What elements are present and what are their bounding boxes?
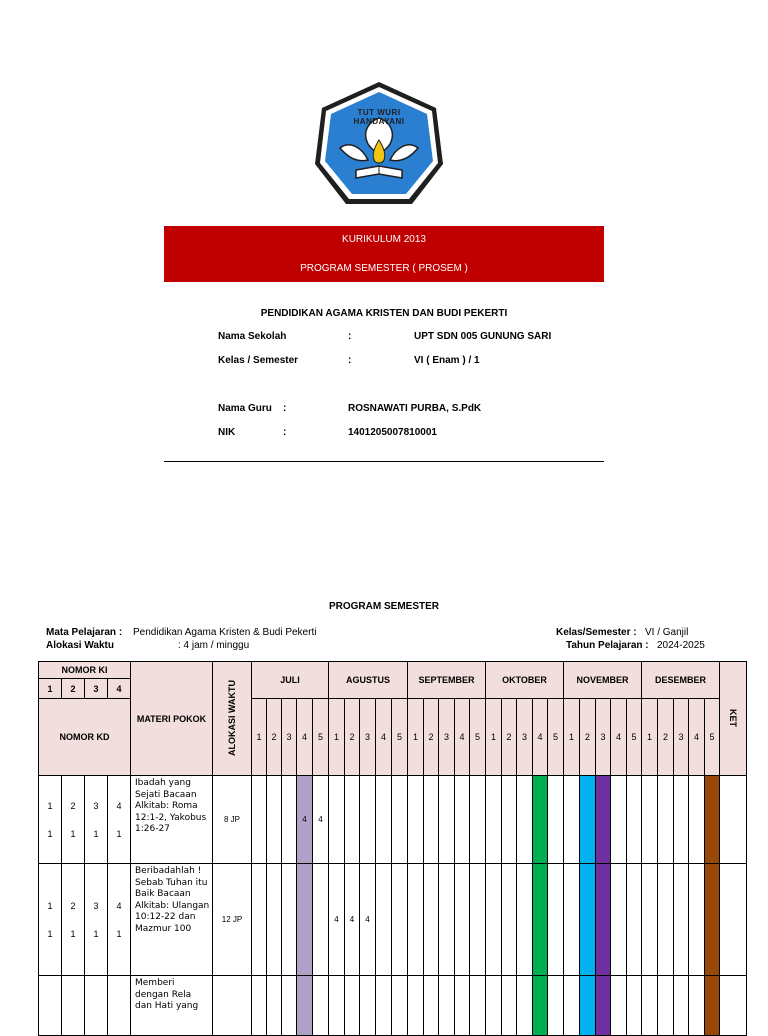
prosem-table: [38, 661, 747, 1036]
week-cell: [345, 976, 360, 1036]
school-sep: :: [348, 331, 352, 342]
ki-value: 2: [70, 800, 76, 811]
curriculum-banner: [164, 226, 604, 282]
week-cell: [705, 976, 720, 1036]
week-header: 4: [533, 699, 548, 776]
alokasi-label: Alokasi Waktu: [46, 640, 114, 651]
mapel-value: Pendidikan Agama Kristen & Budi Pekerti: [133, 627, 317, 638]
week-cell: [486, 864, 502, 976]
alokasi-value: : 4 jam / minggu: [178, 640, 250, 651]
nik-label: NIK: [218, 427, 236, 438]
week-cell: [517, 776, 533, 864]
ki-kd-cell: [39, 864, 62, 976]
tut-wuri-handayani-emblem-icon: [310, 78, 448, 214]
week-cell: [282, 864, 297, 976]
week-cell: [329, 976, 345, 1036]
week-cell: [658, 864, 674, 976]
ki-kd-cell: [85, 776, 108, 864]
week-cell: [470, 776, 486, 864]
week-cell: [642, 976, 658, 1036]
school-value: UPT SDN 005 GUNUNG SARI: [414, 331, 552, 342]
week-header: 4: [611, 699, 627, 776]
week-header: 2: [658, 699, 674, 776]
alokasi-cell: 8 JP: [213, 776, 252, 864]
week-header: 2: [424, 699, 439, 776]
kelas-value: VI / Ganjil: [645, 627, 689, 638]
week-header: 1: [329, 699, 345, 776]
week-cell: [408, 864, 424, 976]
ki-kd-cell: [108, 864, 131, 976]
week-header: 2: [267, 699, 282, 776]
week-cell: 4: [345, 864, 360, 976]
ki-kd-cell: [39, 776, 62, 864]
week-cell: [252, 864, 267, 976]
week-cell: [548, 976, 564, 1036]
alokasi-cell: [213, 976, 252, 1036]
alokasi-header-text: ALOKASI WAKTU: [227, 679, 237, 756]
week-cell: [517, 864, 533, 976]
week-cell: [689, 976, 705, 1036]
ki-kd-cell: [62, 976, 85, 1036]
ki-num-3: 3: [85, 679, 108, 699]
week-cell: 4: [329, 864, 345, 976]
nomor-ki-header: NOMOR KI: [39, 662, 131, 679]
week-cell: 4: [360, 864, 376, 976]
tut-wuri-handayani-logo: [310, 78, 448, 214]
ket-cell: [720, 976, 747, 1036]
week-header: 4: [297, 699, 313, 776]
week-header: 2: [580, 699, 596, 776]
materi-header: MATERI POKOK: [131, 662, 213, 776]
kd-value: 1: [47, 928, 53, 939]
week-cell: [470, 976, 486, 1036]
week-cell: [642, 776, 658, 864]
week-cell: [580, 976, 596, 1036]
teacher-value: ROSNAWATI PURBA, S.PdK: [348, 403, 482, 414]
class-label: Kelas / Semester: [218, 355, 299, 366]
week-cell: [392, 976, 408, 1036]
alokasi-header: [213, 662, 252, 776]
month-november: NOVEMBER: [564, 662, 642, 699]
ki-kd-cell: [108, 976, 131, 1036]
month-oktober: OKTOBER: [486, 662, 564, 699]
week-header: 3: [360, 699, 376, 776]
week-header: 3: [674, 699, 689, 776]
week-header: 5: [470, 699, 486, 776]
week-header: 1: [564, 699, 580, 776]
week-cell: [297, 864, 313, 976]
week-cell: [596, 776, 611, 864]
week-cell: [564, 976, 580, 1036]
ki-kd-cell: [85, 976, 108, 1036]
week-header: 5: [548, 699, 564, 776]
week-cell: [658, 976, 674, 1036]
tahun-label: Tahun Pelajaran :: [566, 640, 649, 651]
week-cell: [408, 976, 424, 1036]
week-header: 4: [376, 699, 392, 776]
table-row: [39, 976, 747, 1036]
week-cell: [408, 776, 424, 864]
week-cell: [502, 776, 517, 864]
week-cell: [392, 776, 408, 864]
kd-value: 1: [93, 828, 99, 839]
week-header: 5: [313, 699, 329, 776]
week-header: 2: [502, 699, 517, 776]
week-cell: [345, 776, 360, 864]
kelas-label: Kelas/Semester :: [556, 627, 637, 638]
week-cell: [376, 776, 392, 864]
week-cell: [580, 864, 596, 976]
week-cell: [548, 864, 564, 976]
month-september: SEPTEMBER: [408, 662, 486, 699]
week-header: 1: [408, 699, 424, 776]
ket-cell: [720, 776, 747, 864]
ki-kd-cell: [85, 864, 108, 976]
ket-header-text: KET: [728, 708, 738, 727]
week-cell: [455, 776, 470, 864]
ki-value: 1: [47, 800, 53, 811]
week-cell: [564, 864, 580, 976]
week-cell: [596, 864, 611, 976]
week-header: 5: [392, 699, 408, 776]
week-header: 1: [642, 699, 658, 776]
week-header: 1: [252, 699, 267, 776]
materi-cell: Beribadahlah ! Sebab Tuhan itu Baik Bacaan Alkitab: Ulangan 10:12-22 dan Mazmur 100: [131, 864, 213, 976]
month-juli: JULI: [252, 662, 329, 699]
week-cell: [502, 976, 517, 1036]
materi-cell: Memberi dengan Rela dan Hati yang: [131, 976, 213, 1036]
ki-value: 4: [116, 900, 122, 911]
week-cell: [376, 976, 392, 1036]
week-cell: [674, 864, 689, 976]
week-cell: [502, 864, 517, 976]
week-cell: [533, 776, 548, 864]
week-cell: [533, 976, 548, 1036]
week-cell: [424, 776, 439, 864]
week-header: 5: [627, 699, 642, 776]
nik-value: 1401205007810001: [348, 427, 437, 438]
prosem-title: PROGRAM SEMESTER: [328, 601, 439, 612]
week-header: 4: [455, 699, 470, 776]
week-cell: 4: [297, 776, 313, 864]
ki-num-2: 2: [62, 679, 85, 699]
week-cell: [455, 864, 470, 976]
kd-value: 1: [70, 828, 76, 839]
week-header: 5: [705, 699, 720, 776]
week-cell: [313, 864, 329, 976]
week-cell: [548, 776, 564, 864]
week-cell: [611, 776, 627, 864]
week-header: 3: [282, 699, 297, 776]
table-row: [39, 864, 747, 976]
divider: [164, 461, 604, 462]
week-cell: [392, 864, 408, 976]
week-cell: [611, 864, 627, 976]
week-header: 1: [486, 699, 502, 776]
week-cell: [252, 976, 267, 1036]
week-cell: [517, 976, 533, 1036]
week-cell: [376, 864, 392, 976]
week-cell: [297, 976, 313, 1036]
ki-kd-cell: [108, 776, 131, 864]
week-cell: [674, 976, 689, 1036]
mapel-label: Mata Pelajaran :: [46, 627, 123, 638]
week-header: 2: [345, 699, 360, 776]
week-cell: [486, 776, 502, 864]
header-row-1: [39, 662, 747, 679]
ket-cell: [720, 864, 747, 976]
kd-value: 1: [116, 828, 122, 839]
kd-value: 1: [93, 928, 99, 939]
banner-line-2: PROGRAM SEMESTER ( PROSEM ): [300, 263, 468, 274]
week-cell: [360, 776, 376, 864]
week-cell: [313, 976, 329, 1036]
week-cell: [329, 776, 345, 864]
week-cell: [424, 864, 439, 976]
week-header: 3: [517, 699, 533, 776]
week-cell: [658, 776, 674, 864]
week-cell: [627, 864, 642, 976]
week-cell: [267, 864, 282, 976]
ki-num-1: 1: [39, 679, 62, 699]
week-cell: [360, 976, 376, 1036]
week-cell: [611, 976, 627, 1036]
ki-value: 3: [93, 800, 99, 811]
ki-value: 1: [47, 900, 53, 911]
teacher-sep: :: [283, 403, 287, 414]
week-cell: [252, 776, 267, 864]
ket-header: [720, 662, 747, 776]
week-cell: [705, 776, 720, 864]
teacher-label: Nama Guru: [218, 403, 272, 414]
ki-kd-cell: [62, 864, 85, 976]
alokasi-cell: 12 JP: [213, 864, 252, 976]
ki-num-4: 4: [108, 679, 131, 699]
week-cell: [627, 976, 642, 1036]
nik-sep: :: [283, 427, 287, 438]
subject-title: PENDIDIKAN AGAMA KRISTEN DAN BUDI PEKERTI: [260, 308, 508, 319]
week-cell: [439, 776, 455, 864]
week-header: 3: [596, 699, 611, 776]
banner-line-1: KURIKULUM 2013: [342, 234, 426, 245]
week-cell: [424, 976, 439, 1036]
week-cell: [282, 976, 297, 1036]
week-cell: [486, 976, 502, 1036]
ki-kd-cell: [62, 776, 85, 864]
class-value: VI ( Enam ) / 1: [414, 355, 480, 366]
week-cell: [267, 776, 282, 864]
week-cell: [439, 864, 455, 976]
week-cell: [470, 864, 486, 976]
week-cell: [267, 976, 282, 1036]
ki-value: 3: [93, 900, 99, 911]
week-cell: [674, 776, 689, 864]
week-cell: [564, 776, 580, 864]
month-desember: DESEMBER: [642, 662, 720, 699]
nomor-kd-header: NOMOR KD: [39, 699, 131, 776]
materi-cell: Ibadah yang Sejati Bacaan Alkitab: Roma 12:1-2, Yakobus 1:26-27: [131, 776, 213, 864]
week-cell: [282, 776, 297, 864]
week-cell: [439, 976, 455, 1036]
week-header: 3: [439, 699, 455, 776]
week-cell: [689, 776, 705, 864]
class-sep: :: [348, 355, 352, 366]
week-cell: [689, 864, 705, 976]
week-cell: [705, 864, 720, 976]
week-cell: [642, 864, 658, 976]
kd-value: 1: [47, 828, 53, 839]
school-label: Nama Sekolah: [218, 331, 287, 342]
week-cell: [533, 864, 548, 976]
month-agustus: AGUSTUS: [329, 662, 408, 699]
tahun-value: 2024-2025: [657, 640, 705, 651]
kd-value: 1: [116, 928, 122, 939]
kd-value: 1: [70, 928, 76, 939]
week-cell: [596, 976, 611, 1036]
week-cell: 4: [313, 776, 329, 864]
ki-value: 2: [70, 900, 76, 911]
logo-motto: TUT WURI HANDAYANI: [353, 108, 405, 126]
ki-value: 4: [116, 800, 122, 811]
week-header: 4: [689, 699, 705, 776]
week-cell: [627, 776, 642, 864]
week-cell: [455, 976, 470, 1036]
ki-kd-cell: [39, 976, 62, 1036]
table-row: [39, 776, 747, 864]
week-cell: [580, 776, 596, 864]
